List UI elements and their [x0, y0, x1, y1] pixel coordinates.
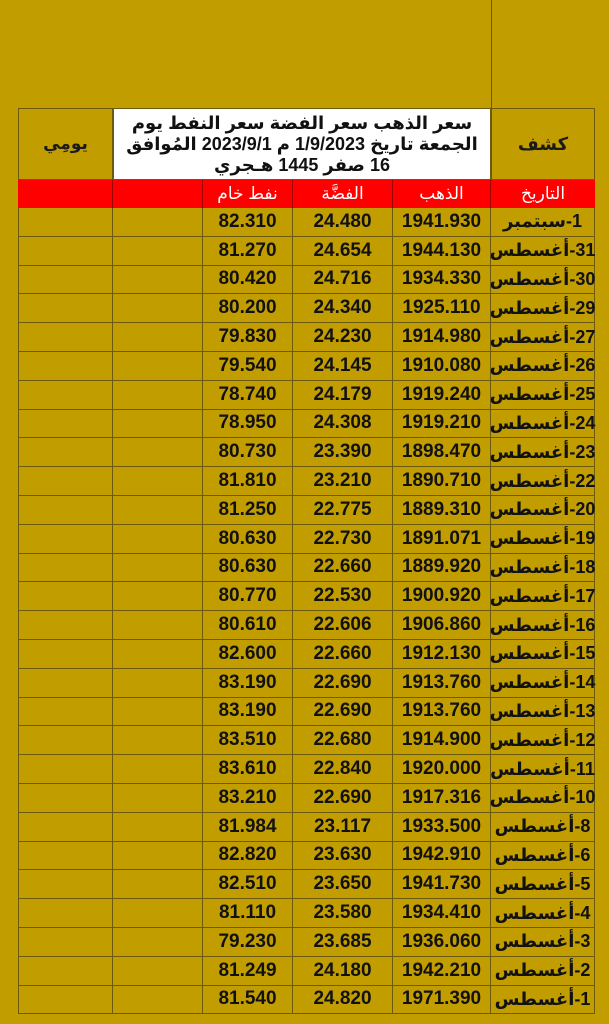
gold-price-cell: 1906.860 — [393, 611, 491, 639]
blank-cell — [113, 698, 203, 726]
gold-price-cell: 1913.760 — [393, 698, 491, 726]
daily-cell — [18, 957, 113, 985]
gold-price-cell: 1891.071 — [393, 525, 491, 553]
daily-cell — [18, 784, 113, 812]
daily-cell — [18, 899, 113, 927]
gold-price-cell: 1941.730 — [393, 870, 491, 898]
daily-cell — [18, 986, 113, 1014]
daily-label: يومِي — [18, 108, 113, 180]
gold-price-cell: 1919.240 — [393, 381, 491, 409]
table-row — [18, 899, 595, 928]
blank-cell — [113, 669, 203, 697]
date-cell: 5-أغسطس — [491, 870, 595, 898]
date-cell: 10-أغسطس — [491, 784, 595, 812]
gold-price-cell: 1910.080 — [393, 352, 491, 380]
gold-price-cell: 1912.130 — [393, 640, 491, 668]
table-row — [18, 669, 595, 698]
oil-price-cell: 82.510 — [203, 870, 293, 898]
gold-price-cell: 1914.980 — [393, 323, 491, 351]
oil-price-cell: 83.190 — [203, 669, 293, 697]
oil-price-cell: 80.420 — [203, 266, 293, 294]
silver-price-cell: 22.730 — [293, 525, 393, 553]
table-row — [18, 525, 595, 554]
date-cell: 31-أغسطس — [491, 237, 595, 265]
oil-price-cell: 80.770 — [203, 582, 293, 610]
daily-cell — [18, 611, 113, 639]
date-cell: 27-أغسطس — [491, 323, 595, 351]
column-divider — [491, 0, 492, 108]
blank-cell — [113, 294, 203, 322]
date-cell: 22-أغسطس — [491, 467, 595, 495]
silver-price-cell: 22.840 — [293, 755, 393, 783]
silver-price-cell: 24.716 — [293, 266, 393, 294]
oil-price-cell: 79.230 — [203, 928, 293, 956]
blank-cell — [113, 726, 203, 754]
daily-cell — [18, 928, 113, 956]
oil-price-cell: 80.630 — [203, 525, 293, 553]
table-row — [18, 640, 595, 669]
date-cell: 13-أغسطس — [491, 698, 595, 726]
daily-cell — [18, 726, 113, 754]
date-cell: 19-أغسطس — [491, 525, 595, 553]
silver-price-cell: 22.530 — [293, 582, 393, 610]
date-cell: 24-أغسطس — [491, 410, 595, 438]
silver-price-cell: 24.820 — [293, 986, 393, 1014]
gold-price-cell: 1971.390 — [393, 986, 491, 1014]
gold-price-cell: 1942.910 — [393, 842, 491, 870]
silver-price-cell: 22.775 — [293, 496, 393, 524]
date-cell: 8-أغسطس — [491, 813, 595, 841]
table-row — [18, 928, 595, 957]
table-row — [18, 755, 595, 784]
daily-cell — [18, 813, 113, 841]
oil-price-cell: 81.540 — [203, 986, 293, 1014]
column-header-oil: نفط خام — [203, 180, 293, 208]
gold-price-cell: 1919.210 — [393, 410, 491, 438]
daily-cell — [18, 467, 113, 495]
table-row — [18, 582, 595, 611]
oil-price-cell: 82.600 — [203, 640, 293, 668]
blank-cell — [113, 755, 203, 783]
daily-cell — [18, 323, 113, 351]
gold-price-cell: 1917.316 — [393, 784, 491, 812]
oil-price-cell: 80.630 — [203, 554, 293, 582]
blank-header-area — [18, 0, 595, 108]
blank-cell — [113, 266, 203, 294]
column-header-empty — [18, 180, 113, 208]
column-header-empty-2 — [113, 180, 203, 208]
gold-price-cell: 1914.900 — [393, 726, 491, 754]
oil-price-cell: 78.740 — [203, 381, 293, 409]
oil-price-cell: 81.249 — [203, 957, 293, 985]
table-row — [18, 266, 595, 295]
table-row — [18, 554, 595, 583]
daily-cell — [18, 525, 113, 553]
table-row — [18, 842, 595, 871]
oil-price-cell: 80.200 — [203, 294, 293, 322]
silver-price-cell: 23.685 — [293, 928, 393, 956]
blank-cell — [113, 813, 203, 841]
blank-cell — [113, 208, 203, 236]
date-cell: 20-أغسطس — [491, 496, 595, 524]
silver-price-cell: 22.680 — [293, 726, 393, 754]
daily-cell — [18, 698, 113, 726]
daily-cell — [18, 237, 113, 265]
table-row — [18, 698, 595, 727]
column-header-row — [18, 180, 595, 208]
table-row — [18, 813, 595, 842]
oil-price-cell: 83.510 — [203, 726, 293, 754]
gold-price-cell: 1941.930 — [393, 208, 491, 236]
date-cell: 2-أغسطس — [491, 957, 595, 985]
gold-price-cell: 1889.310 — [393, 496, 491, 524]
price-table-body — [18, 208, 595, 1014]
blank-cell — [113, 957, 203, 985]
table-row — [18, 294, 595, 323]
gold-price-cell: 1898.470 — [393, 438, 491, 466]
daily-cell — [18, 208, 113, 236]
table-row — [18, 957, 595, 986]
gold-price-cell: 1934.330 — [393, 266, 491, 294]
silver-price-cell: 24.654 — [293, 237, 393, 265]
blank-cell — [113, 986, 203, 1014]
title-row — [18, 108, 595, 180]
daily-cell — [18, 842, 113, 870]
blank-cell — [113, 237, 203, 265]
column-header-gold: الذهب — [393, 180, 491, 208]
table-row — [18, 784, 595, 813]
daily-cell — [18, 582, 113, 610]
daily-cell — [18, 381, 113, 409]
silver-price-cell: 24.480 — [293, 208, 393, 236]
date-cell: 12-أغسطس — [491, 726, 595, 754]
blank-cell — [113, 899, 203, 927]
silver-price-cell: 24.308 — [293, 410, 393, 438]
report-title: سعر الذهب سعر الفضة سعر النفط يوم الجمعة تاريخ 1/9/2023 م 2023/9/1 المُوافق 16 صفر 1445 هـجري — [113, 108, 491, 180]
table-row — [18, 726, 595, 755]
date-cell: 16-أغسطس — [491, 611, 595, 639]
table-row — [18, 208, 595, 237]
oil-price-cell: 79.830 — [203, 323, 293, 351]
silver-price-cell: 22.660 — [293, 554, 393, 582]
gold-price-cell: 1925.110 — [393, 294, 491, 322]
column-header-date: التاريخ — [520, 184, 566, 203]
kashf-label: كشف — [491, 108, 595, 180]
date-cell: 6-أغسطس — [491, 842, 595, 870]
silver-price-cell: 24.340 — [293, 294, 393, 322]
date-cell: 29-أغسطس — [491, 294, 595, 322]
gold-price-cell: 1934.410 — [393, 899, 491, 927]
daily-cell — [18, 496, 113, 524]
daily-cell — [18, 755, 113, 783]
blank-cell — [113, 582, 203, 610]
gold-price-cell: 1920.000 — [393, 755, 491, 783]
gold-price-cell: 1889.920 — [393, 554, 491, 582]
table-row — [18, 352, 595, 381]
blank-cell — [113, 438, 203, 466]
blank-cell — [113, 611, 203, 639]
blank-cell — [113, 352, 203, 380]
gold-price-cell: 1936.060 — [393, 928, 491, 956]
date-cell: 23-أغسطس — [491, 438, 595, 466]
blank-cell — [113, 554, 203, 582]
silver-price-cell: 22.690 — [293, 669, 393, 697]
oil-price-cell: 82.310 — [203, 208, 293, 236]
blank-cell — [113, 784, 203, 812]
blank-cell — [113, 323, 203, 351]
gold-price-cell: 1900.920 — [393, 582, 491, 610]
oil-price-cell: 79.540 — [203, 352, 293, 380]
silver-price-cell: 23.580 — [293, 899, 393, 927]
blank-cell — [113, 467, 203, 495]
date-cell: 18-أغسطس — [491, 554, 595, 582]
silver-price-cell: 23.210 — [293, 467, 393, 495]
daily-cell — [18, 438, 113, 466]
table-row — [18, 467, 595, 496]
silver-price-cell: 22.690 — [293, 698, 393, 726]
daily-cell — [18, 352, 113, 380]
blank-cell — [113, 381, 203, 409]
oil-price-cell: 83.210 — [203, 784, 293, 812]
silver-price-cell: 24.180 — [293, 957, 393, 985]
oil-price-cell: 81.984 — [203, 813, 293, 841]
blank-cell — [113, 928, 203, 956]
date-cell: 30-أغسطس — [491, 266, 595, 294]
oil-price-cell: 81.810 — [203, 467, 293, 495]
date-cell: 14-أغسطس — [491, 669, 595, 697]
daily-cell — [18, 870, 113, 898]
oil-price-cell: 83.610 — [203, 755, 293, 783]
silver-price-cell: 24.145 — [293, 352, 393, 380]
blank-cell — [113, 870, 203, 898]
silver-price-cell: 24.230 — [293, 323, 393, 351]
silver-price-cell: 23.117 — [293, 813, 393, 841]
oil-price-cell: 78.950 — [203, 410, 293, 438]
blank-cell — [113, 842, 203, 870]
date-cell: 3-أغسطس — [491, 928, 595, 956]
daily-cell — [18, 640, 113, 668]
date-cell: 17-أغسطس — [491, 582, 595, 610]
oil-price-cell: 81.250 — [203, 496, 293, 524]
daily-cell — [18, 669, 113, 697]
table-row — [18, 438, 595, 467]
daily-cell — [18, 410, 113, 438]
date-cell: 26-أغسطس — [491, 352, 595, 380]
daily-cell — [18, 266, 113, 294]
silver-price-cell: 23.390 — [293, 438, 393, 466]
table-row — [18, 381, 595, 410]
date-cell: 15-أغسطس — [491, 640, 595, 668]
oil-price-cell: 82.820 — [203, 842, 293, 870]
blank-cell — [113, 496, 203, 524]
silver-price-cell: 24.179 — [293, 381, 393, 409]
daily-cell — [18, 554, 113, 582]
oil-price-cell: 80.730 — [203, 438, 293, 466]
date-cell: 11-أغسطس — [491, 755, 595, 783]
gold-price-cell: 1944.130 — [393, 237, 491, 265]
blank-cell — [113, 640, 203, 668]
table-row — [18, 870, 595, 899]
oil-price-cell: 83.190 — [203, 698, 293, 726]
table-row — [18, 986, 595, 1015]
gold-price-cell: 1913.760 — [393, 669, 491, 697]
date-cell: 1-أغسطس — [491, 986, 595, 1014]
table-row — [18, 611, 595, 640]
oil-price-cell: 81.270 — [203, 237, 293, 265]
gold-price-cell: 1933.500 — [393, 813, 491, 841]
oil-price-cell: 80.610 — [203, 611, 293, 639]
blank-cell — [113, 525, 203, 553]
date-cell: 4-أغسطس — [491, 899, 595, 927]
blank-cell — [113, 410, 203, 438]
oil-price-cell: 81.110 — [203, 899, 293, 927]
table-row — [18, 410, 595, 439]
column-header-silver: الفضَّة — [293, 180, 393, 208]
date-cell: 25-أغسطس — [491, 381, 595, 409]
silver-price-cell: 22.690 — [293, 784, 393, 812]
table-row — [18, 496, 595, 525]
date-cell: 1-سبتمبر — [491, 208, 595, 236]
daily-cell — [18, 294, 113, 322]
table-row — [18, 323, 595, 352]
gold-price-cell: 1890.710 — [393, 467, 491, 495]
gold-price-cell: 1942.210 — [393, 957, 491, 985]
silver-price-cell: 22.606 — [293, 611, 393, 639]
silver-price-cell: 23.630 — [293, 842, 393, 870]
table-row — [18, 237, 595, 266]
silver-price-cell: 22.660 — [293, 640, 393, 668]
silver-price-cell: 23.650 — [293, 870, 393, 898]
